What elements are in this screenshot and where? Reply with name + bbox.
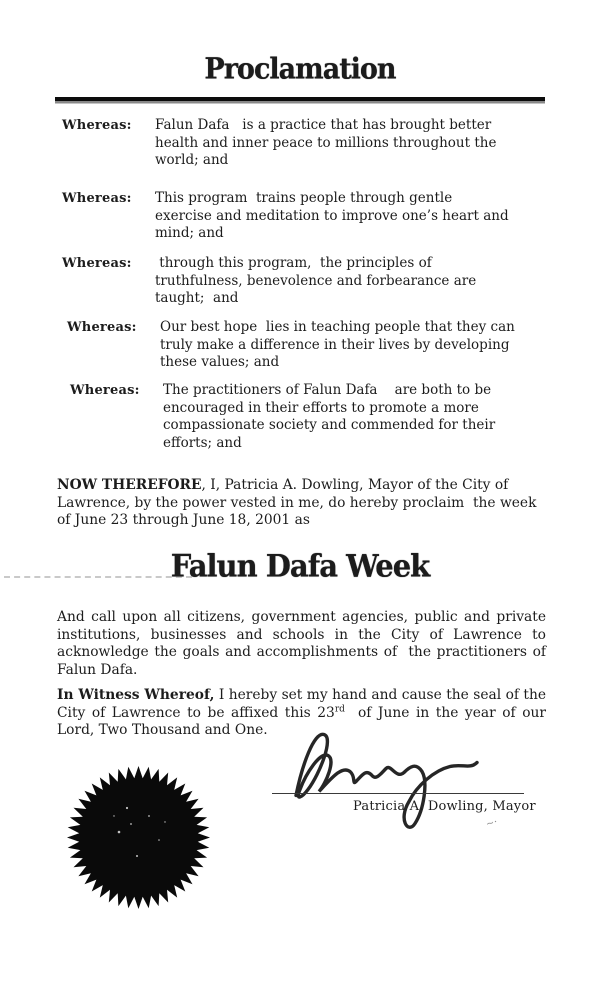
whereas-label: Whereas: [62, 118, 132, 133]
whereas-text: Falun Dafa is a practice that has brought better health and inner peace to millions throughout the world; and [155, 117, 501, 168]
now-therefore-paragraph [57, 477, 546, 530]
whereas-clause [62, 255, 513, 308]
scan-speck: ~· [484, 816, 499, 831]
now-therefore-lead: NOW THEREFORE [57, 477, 202, 493]
call-upon-paragraph: And call upon all citizens, government agencies, public and private institutions, businesses and schools in the City of Lawrence to acknowledge the goals and accomplishments of the practitioners of Falun Dafa. [57, 609, 551, 678]
witness-body-2: of June in the year of our Lord, Two Thousand and One. [57, 704, 551, 739]
whereas-clause [62, 382, 521, 452]
city-seal-star [67, 766, 210, 909]
whereas-text: Our best hope lies in teaching people that they can truly make a difference in their lives by developing these values; and [160, 319, 520, 370]
whereas-label: Whereas: [67, 320, 137, 335]
whereas-label: Whereas: [70, 383, 140, 398]
whereas-label: Whereas: [62, 191, 132, 206]
whereas-label: Whereas: [62, 256, 132, 271]
witness-lead: In Witness Whereof, [57, 687, 215, 703]
whereas-clause [62, 190, 513, 243]
whereas-clause [62, 319, 518, 372]
title-divider-rule [55, 97, 545, 101]
now-therefore-body: , I, Patricia A. Dowling, Mayor of the City of Lawrence, by the power vested in me, do hereby proclaim the week of June 23 through June 18, 2001 as [57, 477, 541, 529]
witness-body-1: I hereby set my hand and cause the seal of the City of Lawrence to be affixed this 23 [57, 687, 551, 721]
document-title: Proclamation [204, 53, 396, 86]
signatory-name-title: Patricia A. Dowling, Mayor [353, 799, 536, 814]
city-seal-starburst-icon [67, 766, 210, 909]
signature-line [272, 793, 524, 794]
whereas-text: through this program, the principles of truthfulness, benevolence and forbearance are taught; and [155, 255, 481, 306]
mayor-signature-ink [262, 720, 542, 838]
whereas-text: This program trains people through gentle exercise and meditation to improve one’s heart and mind; and [155, 190, 513, 241]
falun-dafa-week-title: Falun Dafa Week [170, 548, 430, 584]
ordinal-suffix: rd [334, 704, 345, 714]
whereas-text: The practitioners of Falun Dafa are both to be encouraged in their efforts to promote a more compassionate society and commended for their efforts; and [163, 382, 500, 451]
whereas-clause [62, 117, 513, 170]
